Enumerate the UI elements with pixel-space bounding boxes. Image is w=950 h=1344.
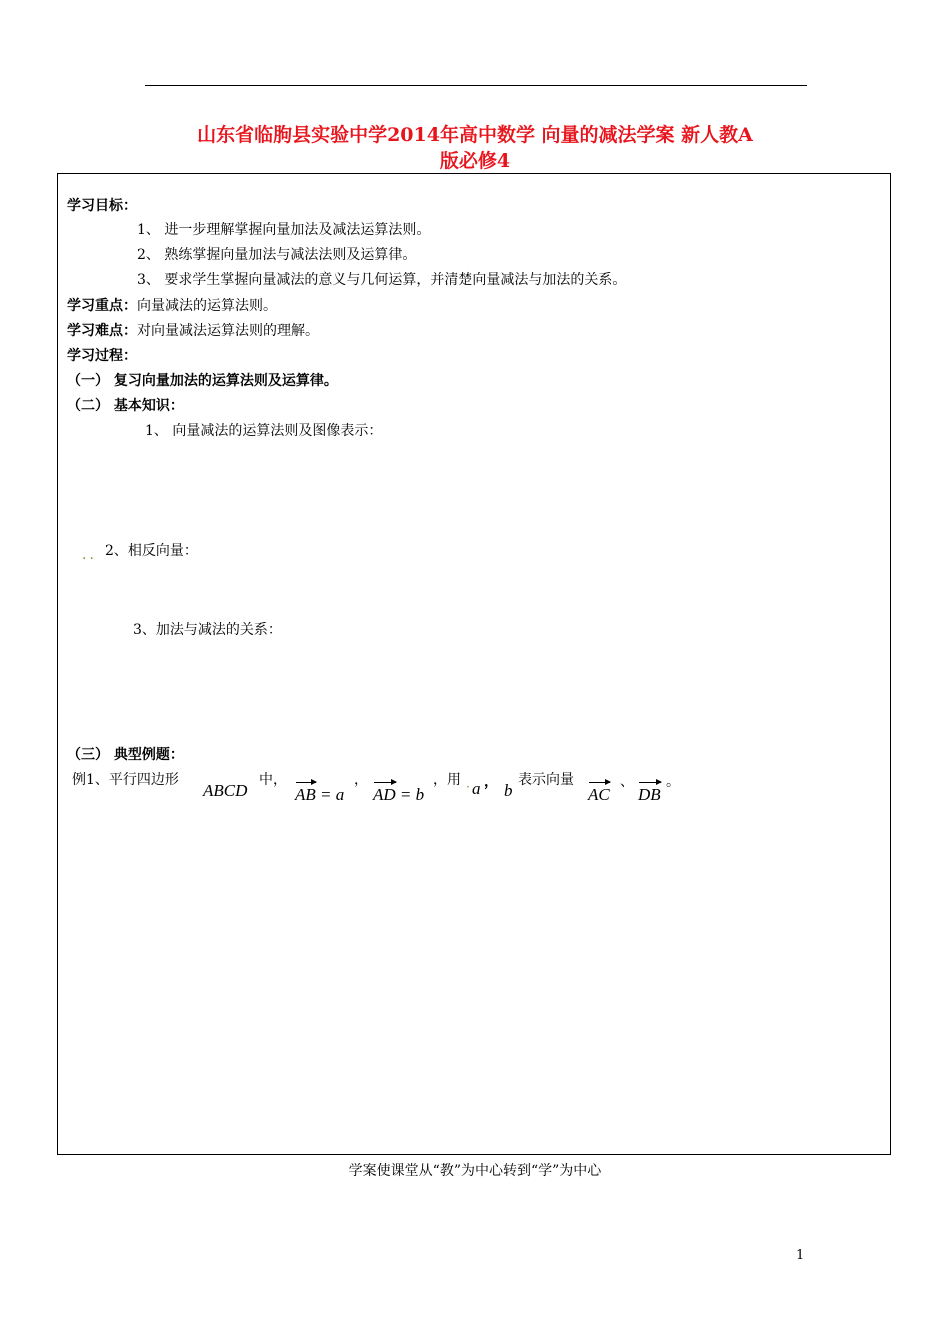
example-1-show: 表示向量 — [518, 772, 574, 788]
section-3-heading: （三） 典型例题： — [67, 747, 184, 763]
stray-mark: · — [466, 780, 470, 794]
page-number: 1 — [796, 1248, 805, 1263]
symbol-b: b — [504, 781, 513, 800]
vector-db: DB — [638, 785, 661, 804]
equals-b: = b — [395, 785, 425, 804]
vector-ab-equation — [295, 785, 344, 805]
example-1-comma2: ，用 — [433, 772, 461, 788]
key-point-label: 学习重点： — [67, 298, 137, 314]
objective-item-1: 1、 进一步理解掌握向量加法及减法运算法则。 — [137, 222, 431, 238]
objective-item-3: 3、 要求学生掌握向量减法的意义与几何运算，并清楚向量减法与加法的关系。 — [137, 272, 627, 288]
document-title-line2: 版必修4 — [439, 150, 511, 172]
key-point — [67, 296, 277, 316]
objective-item-2: 2、 熟练掌握向量加法与减法法则及运算律。 — [137, 247, 417, 263]
knowledge-item-1: 1、 向量减法的运算法则及图像表示： — [145, 423, 383, 439]
header-rule — [145, 85, 807, 86]
difficulty — [67, 321, 319, 341]
section-1-heading: （一） 复习向量加法的运算法则及运算律。 — [67, 373, 338, 389]
example-1-end: 。 — [666, 774, 680, 790]
example-1-sep: 、 — [620, 774, 634, 790]
equals-a: = a — [315, 785, 345, 804]
vector-ab: AB — [295, 785, 316, 804]
example-1-shape: ABCD — [203, 781, 248, 800]
vector-ad-equation — [373, 785, 424, 805]
process-label: 学习过程： — [67, 348, 137, 364]
key-point-text: 向量减法的运算法则。 — [137, 298, 277, 314]
vector-ad: AD — [373, 785, 396, 804]
example-1-prefix: 例1、平行四边形 — [72, 772, 179, 788]
difficulty-label: 学习难点： — [67, 323, 137, 339]
section-2-heading: （二） 基本知识： — [67, 398, 184, 414]
example-1-comma1: ， — [354, 772, 368, 788]
vector-ac-wrap — [588, 785, 610, 805]
document-title-line1: 山东省临朐县实验中学2014年高中数学 向量的减法学案 新人教A — [197, 124, 753, 146]
example-1-comma3: ， — [484, 774, 498, 790]
difficulty-text: 对向量减法运算法则的理解。 — [137, 323, 319, 339]
vector-db-wrap — [638, 785, 661, 805]
knowledge-item-2: 2、相反向量： — [105, 543, 198, 559]
objectives-label: 学习目标： — [67, 198, 137, 214]
stray-marks: ·· — [82, 551, 97, 567]
knowledge-item-3: 3、加法与减法的关系： — [133, 622, 282, 638]
symbol-a: a — [472, 779, 481, 798]
example-1-zhong: 中， — [259, 772, 287, 788]
vector-ac: AC — [588, 785, 610, 804]
footer-slogan: 学案使课堂从“教”为中心转到“学”为中心 — [348, 1163, 602, 1179]
